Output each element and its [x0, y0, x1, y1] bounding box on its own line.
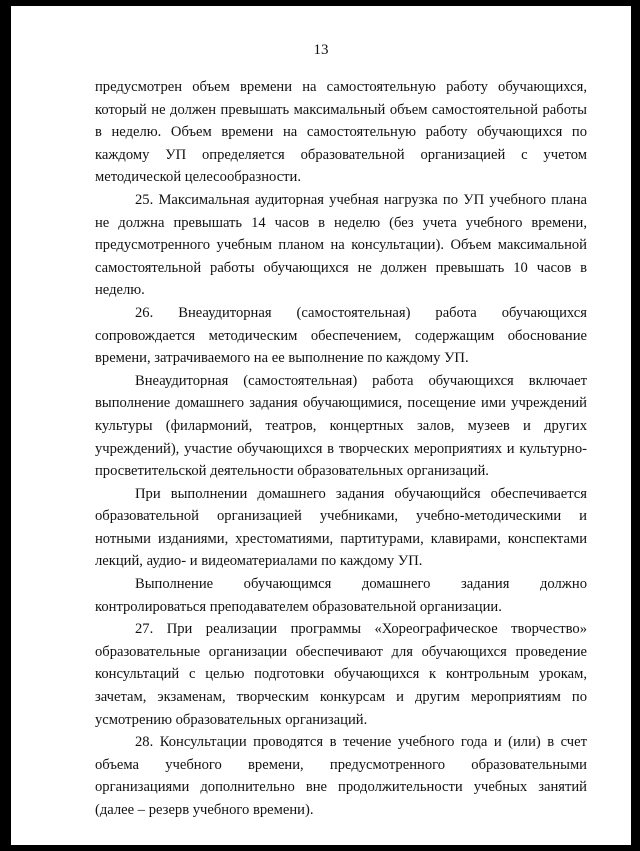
- paragraph-continuation: предусмотрен объем времени на самостоятельную работу обучающихся, который не должен превышать максимальный объем самостоятельной работы в неделю. Объем времени на самостоятельную работу обучающихся по каждому УП определяется образовательной организацией с учетом методической целесообразности.: [95, 79, 587, 186]
- paragraph-extracurricular: Внеаудиторная (самостоятельная) работа обучающихся включает выполнение домашнего задания обучающимися, посещение ими учреждений культуры (филармоний, театров, концертных залов, музеев и других учреждений), участие обучающихся в творческих мероприятиях и культурно-просветительской деятельности образовательных организаций.: [95, 372, 587, 480]
- document-page: [11, 6, 631, 845]
- page-number: 13: [313, 42, 329, 58]
- paragraph-homework-control: Выполнение обучающимся домашнего задания должно контролироваться преподавателем образовательной организации.: [95, 576, 587, 615]
- paragraph-26: 26. Внеаудиторная (самостоятельная) работа обучающихся сопровождается методическим обеспечением, содержащим обоснование времени, затрачиваемого на ее выполнение по каждому УП.: [95, 304, 587, 367]
- paragraph-homework: При выполнении домашнего задания обучающийся обеспечивается образовательной организацией учебниками, учебно-методическими и нотными изданиями, хрестоматиями, партитурами, клавирами, конспектами лекций, аудио- и видеоматериалами по каждому УП.: [95, 485, 587, 570]
- document-body: [95, 76, 587, 822]
- paragraph-28: 28. Консультации проводятся в течение учебного года и (или) в счет объема учебного времени, предусмотренного образовательными организациями дополнительно вне продолжительности учебных занятий (далее – резерв учебного времени).: [95, 734, 587, 818]
- paragraph-27: 27. При реализации программы «Хореографическое творчество» образовательные организации обеспечивают для обучающихся проведение консультаций с целью подготовки обучающихся к контрольным урокам, зачетам, экзаменам, творческим конкурсам и другим мероприятиям по усмотрению образовательных организаций.: [95, 621, 587, 728]
- paragraph-25: 25. Максимальная аудиторная учебная нагрузка по УП учебного плана не должна превышать 14 часов в неделю (без учета учебного времени, предусмотренного учебным планом на консультации). Объем максимальной самостоятельной работы обучающихся не должен превышать 10 часов в неделю.: [95, 191, 587, 299]
